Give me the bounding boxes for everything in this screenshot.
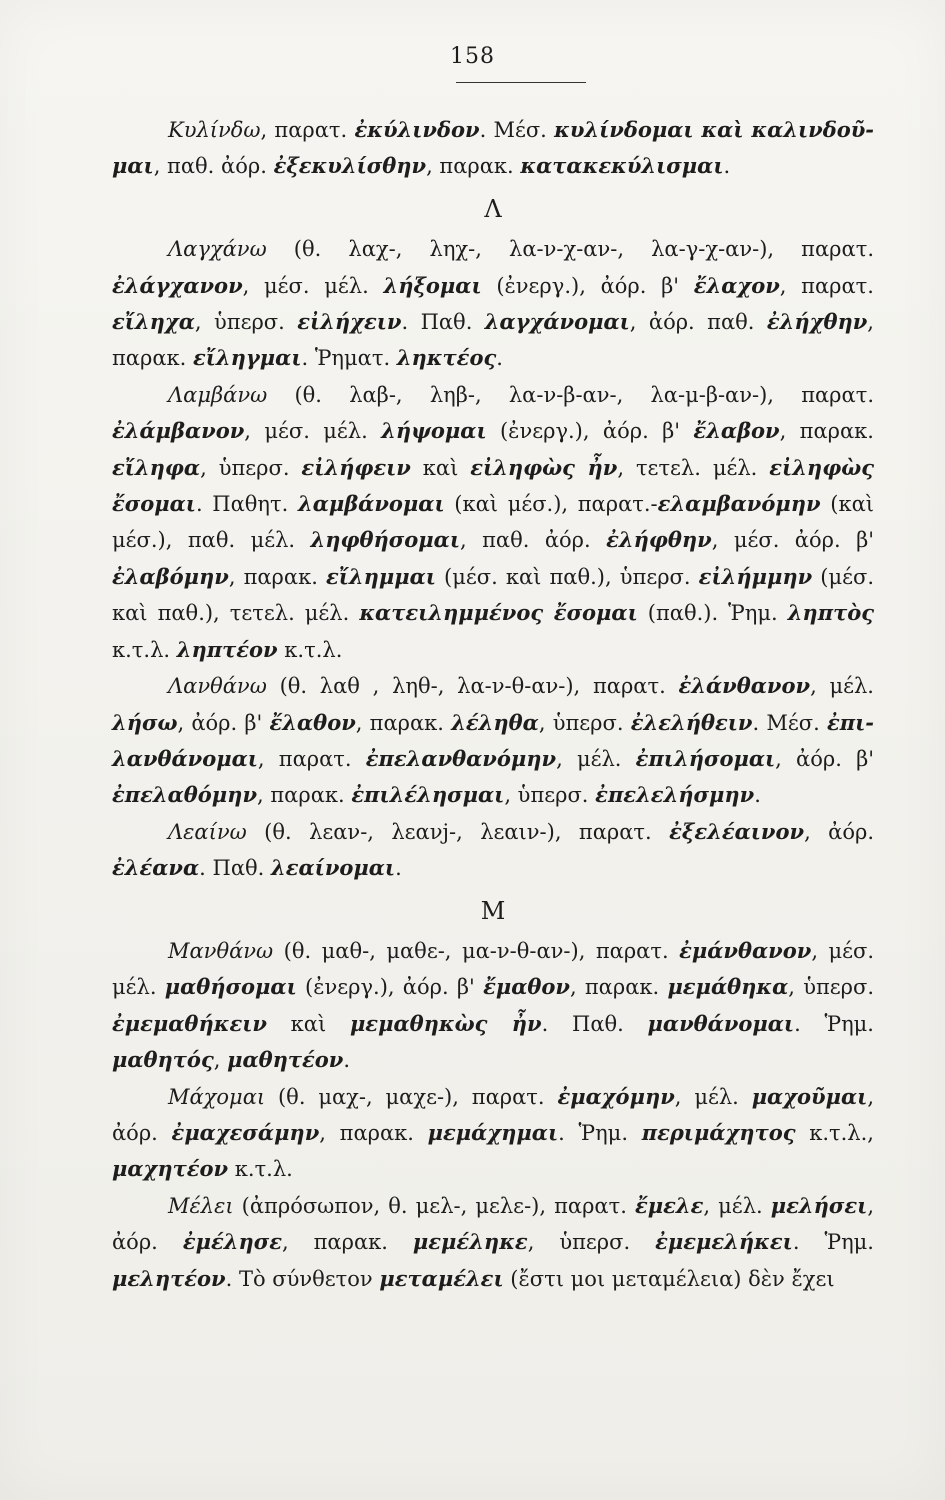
verb-form: ἐπελανθανόμην [365, 745, 557, 771]
verb-form: εἰληφὼς ἔσομαι [112, 454, 874, 517]
entry-text: (παθ.). Ῥημ. [637, 601, 788, 626]
verb-form: μεμέληκε [412, 1229, 528, 1255]
header-rule [456, 82, 586, 83]
verb-form: ἐλήφθην [606, 527, 712, 553]
entry-text: , ἀόρ. [804, 819, 874, 844]
verb-form: ἐλελήθειν [630, 709, 753, 735]
entry-text: , παρακ. [319, 1120, 428, 1145]
verb-form: λήσω [112, 709, 178, 735]
entry-headword: Λανθάνω [168, 674, 267, 699]
entry-text: (θ. λαχ-, ληχ-, λα-ν-χ-αν-, λα-γ-χ-αν-), παρατ. [266, 237, 874, 262]
verb-form: ἔλαχον [693, 272, 780, 298]
entry-text: , παρακ. [257, 783, 352, 808]
entry-text: , παρακ. [569, 975, 668, 1000]
verb-form: μελητέον [112, 1265, 226, 1291]
entry-text: , παρακ. [228, 564, 326, 589]
verb-form: ἐπελελήσμην [595, 782, 755, 808]
entry-text: , μέλ. [703, 1193, 771, 1218]
verb-form: εἴληχα [112, 309, 195, 335]
verb-form: εἴληφα [112, 454, 201, 480]
entry-headword: Λαγχάνω [168, 237, 267, 262]
entry-text: (θ. μαχ-, μαχε-), παρατ. [265, 1084, 558, 1109]
verb-form: ληπτὸς [787, 600, 874, 626]
entry-text: , παρατ. [779, 273, 874, 298]
verb-form: περιμάχητος [641, 1119, 796, 1145]
verb-form: ἐπι-λανθάνομαι [112, 709, 874, 771]
entry-text: , τετελ. μέλ. [617, 455, 770, 480]
entry-text: . Παθ. [401, 310, 485, 335]
entry-text: (θ. λεαν-, λεανj-, λεαιν-), παρατ. [246, 819, 670, 844]
entry-text: . Μέσ. [479, 118, 555, 142]
entry-text: . Ῥηματ. [301, 346, 397, 371]
entry-text: (μέσ. καὶ παθ.), τετελ. μέλ. [112, 564, 875, 626]
entry-text: , παρατ. [260, 118, 355, 142]
entry-text: (ἐνεργ.), ἀόρ. β' [296, 975, 484, 1000]
verb-form: μαχοῦμαι [751, 1083, 868, 1109]
entry-text: (ἔστι μοι μεταμέλεια) δὲν ἔχει [503, 1266, 835, 1291]
entry-text: . Παθητ. [195, 492, 298, 517]
dictionary-entry [112, 814, 874, 887]
verb-form: ἐμαχόμην [557, 1083, 675, 1109]
verb-form: ἐμαχεσάμην [171, 1119, 320, 1145]
verb-form: εἴλημμαι [325, 563, 436, 589]
entry-text: , μέλ. [556, 746, 636, 771]
entry-headword: Λαμβάνω [168, 382, 268, 407]
entry-text: (ἐνεργ.), ἀόρ. β' [481, 273, 694, 298]
entry-text: κ.τ.λ. [228, 1157, 293, 1182]
entry-text: , μέσ. μέλ. [244, 419, 382, 444]
page-number: 158 [450, 44, 495, 69]
entry-text: , παρατ. [257, 746, 366, 771]
entry-text: , παθ. ἀόρ. [459, 528, 607, 553]
entry-text: . [723, 154, 731, 179]
entry-text: , μέσ. μέλ. [242, 273, 384, 298]
dictionary-entry [112, 668, 874, 814]
verb-form: μαθήσομαι [164, 974, 297, 1000]
verb-form: μαθητός [112, 1047, 214, 1073]
entry-text: κ.τ.λ., [795, 1120, 874, 1145]
entry-text: , παρακ. [281, 1230, 413, 1255]
entry-text: . Ῥημ. [794, 1011, 874, 1036]
verb-form: κατακεκύλισμαι [520, 153, 724, 179]
entry-text: , [213, 1048, 228, 1073]
verb-form: εἰλήχειν [297, 309, 402, 335]
entry-text: , ἀόρ. [112, 1193, 874, 1255]
verb-form: λαμβάνομαι [297, 491, 445, 517]
dictionary-entry [112, 1188, 874, 1297]
entry-text: , παρακ. [779, 419, 874, 444]
entry-text: (θ. λαθ , ληθ-, λα-ν-θ-αν-), παρατ. [266, 674, 679, 699]
entry-text: . [395, 856, 402, 881]
verb-form: ἔμελε [635, 1192, 704, 1218]
entry-text: , μέσ. μέλ. [112, 938, 874, 1000]
verb-form: ἐπιλήσομαι [635, 745, 776, 771]
entry-text: , παρακ. [112, 310, 874, 371]
dictionary-entry [112, 1079, 874, 1188]
verb-form: λεαίνομαι [271, 855, 396, 881]
entry-text: , μέσ. ἀόρ. β' [711, 528, 874, 553]
verb-form: ἔλαβον [693, 418, 780, 444]
entry-headword: Κυλίνδω [168, 118, 261, 142]
entry-text: κ.τ.λ. [112, 637, 177, 662]
verb-form: μανθάνομαι [647, 1010, 795, 1036]
entry-text: (ἀπρόσωπον, θ. μελ-, μελε-), παρατ. [233, 1193, 635, 1218]
entry-text: , παρακ. [426, 154, 521, 179]
verb-form: ελαμβανόμην [657, 491, 821, 517]
section-letter: Μ [480, 896, 506, 925]
verb-form: λήψομαι [381, 418, 487, 444]
verb-form: λήξομαι [383, 272, 482, 298]
entry-text: (ἐνεργ.), ἀόρ. β' [486, 419, 694, 444]
verb-form: κατειλημμένος ἔσομαι [359, 600, 638, 626]
entry-text: , μέλ. [674, 1084, 752, 1109]
verb-form: ἐμέλησε [182, 1229, 282, 1255]
verb-form: ἐμάνθανον [679, 937, 812, 963]
entry-text: . Παθ. [199, 856, 271, 881]
entry-text: (καὶ μέσ.), παθ. μέλ. [112, 492, 874, 553]
entry-text: , ἀόρ. β' [177, 710, 270, 735]
entry-text: . Ῥημ. [558, 1120, 642, 1145]
entry-headword: Μέλει [168, 1193, 234, 1218]
entry-text: (καὶ μέσ.), παρατ.- [444, 492, 658, 517]
verb-form: ληφθήσομαι [310, 527, 460, 553]
entry-headword: Μάχομαι [168, 1084, 266, 1109]
entry-text: καὶ [266, 1011, 350, 1036]
verb-form: λέληθα [451, 709, 539, 735]
dictionary-entry [112, 377, 874, 668]
verb-form: μεμάθηκα [667, 974, 789, 1000]
dictionary-entry [112, 112, 874, 185]
entry-text: , ἀόρ. β' [775, 746, 874, 771]
entry-text: . Ῥημ. [792, 1230, 874, 1255]
entry-text: . [496, 346, 503, 371]
verb-form: ἐλήχθην [766, 309, 868, 335]
verb-form: ἐλαβόμην [112, 563, 229, 589]
verb-form: ἐκύλινδον [354, 117, 480, 142]
entry-text: , μέλ. [810, 674, 874, 699]
dictionary-entry [112, 933, 874, 1079]
entry-text: (θ. λαβ-, ληβ-, λα-ν-β-αν-, λα-μ-β-αν-), παρατ. [267, 382, 874, 407]
entry-text: , ὑπερσ. [504, 783, 596, 808]
verb-form: μαθητέον [227, 1047, 344, 1073]
dictionary-entry [112, 231, 874, 377]
verb-form: ἐμεμαθήκειν [112, 1010, 267, 1036]
entry-text: καὶ [410, 455, 471, 480]
entry-text: , ὑπερσ. [788, 975, 875, 1000]
verb-form: εἰληφὼς ἦν [470, 454, 618, 480]
entry-text: , ὑπερσ. [538, 710, 631, 735]
verb-form: ἐπελαθόμην [112, 782, 258, 808]
entry-text: . [754, 783, 761, 808]
section-letter: Λ [484, 194, 502, 223]
verb-form: μελήσει [770, 1192, 868, 1218]
entry-headword: Μανθάνω [168, 938, 274, 963]
entry-text: , ὑπερσ. [194, 310, 298, 335]
entry-text: . Παθ. [541, 1011, 648, 1036]
entry-text: , παθ. ἀόρ. [153, 154, 274, 179]
verb-form: μεμαθηκὼς ἦν [349, 1010, 542, 1036]
entry-headword: Λεαίνω [168, 819, 247, 844]
entry-text: , ἀόρ. παθ. [629, 310, 767, 335]
entry-text: , ἀόρ. [112, 1084, 874, 1145]
entry-text: κ.τ.λ. [277, 637, 343, 662]
verb-form: ἐπιλέλησμαι [351, 782, 505, 808]
verb-form: ἐμεμελήκει [655, 1229, 793, 1255]
verb-form: ἐλάγχανον [112, 272, 243, 298]
dictionary-body [112, 112, 874, 1297]
entry-text: . [343, 1048, 351, 1073]
verb-form: μαχητέον [112, 1156, 229, 1182]
verb-form: εἴληγμαι [193, 345, 302, 371]
verb-form: ληκτέος [396, 345, 497, 371]
verb-form: μεμάχημαι [427, 1119, 559, 1145]
verb-form: ἐλάνθανον [678, 673, 811, 699]
verb-form: εἰλήφειν [301, 454, 411, 480]
verb-form: ἐξεκυλίσθην [273, 153, 427, 179]
entry-text: , ὑπερσ. [527, 1230, 656, 1255]
verb-form: ἐλέανα [112, 855, 200, 881]
entry-text: , παρακ. [355, 710, 452, 735]
verb-form: ἔλαθον [269, 709, 356, 735]
entry-text: . Μέσ. [752, 710, 827, 735]
entry-text: (θ. μαθ-, μαθε-, μα-ν-θ-αν-), παρατ. [273, 938, 680, 963]
entry-text: . Τὸ σύνθετον [225, 1266, 380, 1291]
entry-text: , ὑπερσ. [200, 455, 302, 480]
verb-form: λαγχάνομαι [484, 309, 630, 335]
verb-form: ἐξελέαινον [669, 818, 805, 844]
verb-form: ἐλάμβανον [112, 418, 245, 444]
verb-form: εἰλήμμην [698, 563, 813, 589]
verb-form: ἔμαθον [483, 974, 570, 1000]
verb-form: κυλίνδομαι καὶ καλινδοῦ-μαι [112, 117, 874, 179]
verb-form: μεταμέλει [379, 1265, 504, 1291]
entry-text: (μέσ. καὶ παθ.), ὑπερσ. [435, 564, 699, 589]
verb-form: ληπτέον [176, 636, 278, 662]
